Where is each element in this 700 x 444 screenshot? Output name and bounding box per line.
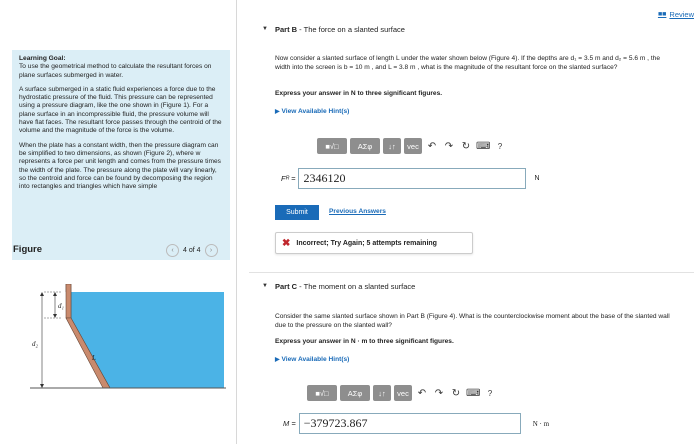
redo-icon[interactable]: ↷ <box>434 387 444 399</box>
incorrect-icon: ✖ <box>282 237 291 249</box>
reset-icon[interactable]: ↻ <box>451 387 461 399</box>
part-b-answer-input[interactable]: 2346120 <box>298 168 526 189</box>
undo-icon[interactable]: ↶ <box>417 387 427 399</box>
part-c-subtitle: - The moment on a slanted surface <box>297 282 416 291</box>
feedback-text: Incorrect; Try Again; 5 attempts remaining <box>296 239 437 247</box>
learning-goal-title: Learning Goal: <box>19 55 66 62</box>
learning-goal-text-1: To use the geometrical method to calculate the resultant forces on plane surfaces submerged in water. <box>19 63 212 79</box>
collapse-icon: ▼ <box>262 26 268 32</box>
expand-icon: ▶ <box>275 357 280 363</box>
keyboard-icon[interactable]: ⌨ <box>476 140 491 152</box>
vector-button[interactable]: vec <box>404 138 422 154</box>
expand-icon: ▶ <box>275 109 280 115</box>
vector-button[interactable]: vec <box>394 385 412 401</box>
figure-nav <box>166 244 218 257</box>
part-b-instructions: Express your answer in N to three significant figures. <box>275 90 443 97</box>
part-c-answer-row <box>283 413 549 434</box>
feedback-message <box>275 232 473 254</box>
learning-goal-box <box>12 50 230 260</box>
prev-figure-button[interactable]: ‹ <box>166 244 179 257</box>
label-L: L <box>92 354 96 362</box>
part-b-description: Now consider a slanted surface of length L under the water shown below (Figure 4). If the depths are d₁ = 3.5 m and d₂ = 5.6 m , the width into the screen is b = 10 m , and L = 3.8 m , what is the magnitude of the resultant force on the slanted surface? <box>275 55 660 71</box>
right-panel <box>237 0 700 444</box>
review-link[interactable] <box>658 10 694 19</box>
next-figure-button[interactable]: › <box>205 244 218 257</box>
greek-symbols-button[interactable]: AΣφ <box>350 138 380 154</box>
learning-goal-text-2: A surface submerged in a static fluid experiences a force due to the hydrostatic pressure of the fluid. This pressure can be represented using a pressure diagram, like the one shown in (Figure 1). For a plane surface in an incompressible fluid, the pressure volume will have flat faces. The resultant force passes through the centroid of the volume and the magnitude of the force is the volume. <box>19 85 222 135</box>
part-c-answer-input[interactable]: −379723.867 <box>299 413 521 434</box>
redo-icon[interactable]: ↷ <box>444 140 454 152</box>
left-panel <box>0 0 236 444</box>
figure-counter: 4 of 4 <box>183 247 201 254</box>
figure-title: Figure <box>13 244 43 255</box>
part-c-hint-link[interactable] <box>275 356 349 363</box>
review-icon: ■■ <box>657 11 667 18</box>
part-b-hint-label: View Available Hint(s) <box>281 108 350 115</box>
label-d1: d₁ <box>58 302 64 310</box>
help-icon[interactable]: ? <box>487 388 493 398</box>
part-b-unit: N <box>534 175 540 182</box>
submit-button[interactable]: Submit <box>275 205 319 220</box>
undo-icon[interactable]: ↶ <box>427 140 437 152</box>
templates-button[interactable]: ■√□ <box>307 385 337 401</box>
previous-answers-link[interactable]: Previous Answers <box>329 208 386 215</box>
greek-symbols-button[interactable]: AΣφ <box>340 385 370 401</box>
review-label: Review <box>669 10 694 19</box>
label-d2: d₂ <box>32 340 38 348</box>
part-c-instructions: Express your answer in N · m to three significant figures. <box>275 338 454 345</box>
part-c-answer-label: M = <box>283 419 296 428</box>
part-b-header[interactable] <box>262 25 405 34</box>
reset-icon[interactable]: ↻ <box>461 140 471 152</box>
part-c-description: Consider the same slanted surface shown in Part B (Figure 4). What is the counterclockwise moment about the base of the slanted wall due to the pressure on the slanted wall? <box>275 313 670 329</box>
help-icon[interactable]: ? <box>497 141 503 151</box>
part-b-math-toolbar <box>317 138 507 154</box>
subscript-superscript-button[interactable]: ↓↑ <box>383 138 401 154</box>
part-b-title: Part B <box>275 25 298 34</box>
part-b-answer-row <box>281 168 540 189</box>
learning-goal-text-3: When the plate has a constant width, then the pressure diagram can be simplified to two dimensions, as shown (Figure 2), where w represents a force per unit length and comes from the pressure times the width of the plate. The pressure along the plate will vary linearly, so the centroid and force can be found by decomposing the region into rectangles and triangles which have simple <box>19 141 221 191</box>
part-c-title: Part C <box>275 282 298 291</box>
part-c-header[interactable] <box>262 282 416 291</box>
part-c-hint-label: View Available Hint(s) <box>281 356 350 363</box>
collapse-icon: ▼ <box>262 283 268 289</box>
part-b-hint-link[interactable] <box>275 108 349 115</box>
part-b-subtitle: - The force on a slanted surface <box>297 25 405 34</box>
part-c-math-toolbar <box>307 385 497 401</box>
part-c-unit: N · m <box>532 419 550 428</box>
part-b-answer-label: Fᴿ = <box>281 174 296 183</box>
templates-button[interactable]: ■√□ <box>317 138 347 154</box>
figure-4-diagram <box>30 284 226 402</box>
subscript-superscript-button[interactable]: ↓↑ <box>373 385 391 401</box>
section-divider <box>249 272 694 273</box>
keyboard-icon[interactable]: ⌨ <box>466 387 481 399</box>
